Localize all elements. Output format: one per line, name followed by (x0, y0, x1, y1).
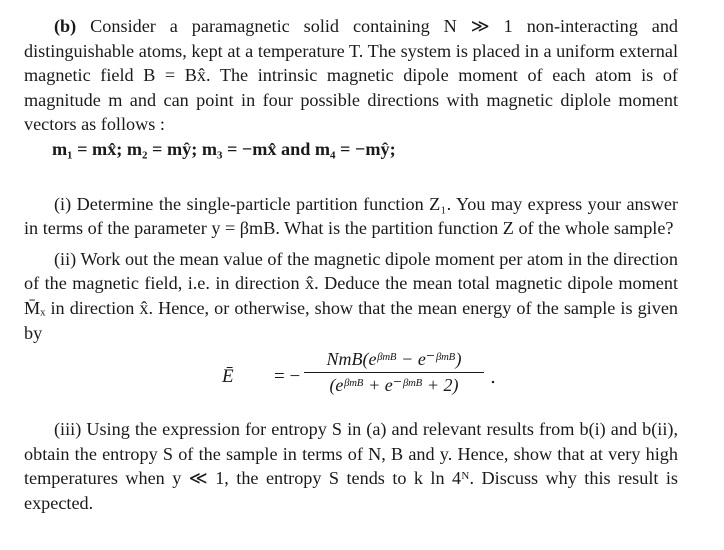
moments-list: m₁ = mx̂; m₂ = mŷ; m₃ = −mx̂ and m₄ = −mŷ; (52, 138, 396, 159)
part-iii-paragraph: (iii) Using the expression for entropy S in (a) and relevant results from b(i) and b(ii), obtain the entropy S of the sample in terms of N, B and y. Hence, show that at very high temperatures when y ≪ 1, the entropy S tends to k ln 4ᴺ. Discuss why this result is expected. (24, 419, 678, 513)
equation-period: . (490, 366, 497, 389)
equation-numerator: NmB(eᵝᵐᴮ − e⁻ᵝᵐᴮ) (326, 349, 462, 370)
mean-energy-equation (24, 349, 678, 411)
equation-fraction (302, 349, 486, 396)
equation-denominator: (eᵝᵐᴮ + e⁻ᵝᵐᴮ + 2) (329, 375, 459, 396)
part-ii-paragraph: (ii) Work out the mean value of the magnetic dipole moment per atom in the direction of the magnetic field, i.e. in direction x̂. Deduce the mean total magnetic dipole moment M̄ₓ in direction x̂. Hence, or otherwise, show that the mean energy of the sample is given by (24, 248, 678, 343)
part-b-label: (b) (54, 16, 77, 36)
part-b-intro: Consider a paramagnetic solid containing N ≫ 1 non-interacting and distinguishable atoms, kept at a temperature T. The system is placed in a uniform external magnetic field B = Bx̂. The intrinsic magnetic dipole moment of each atom is of magnitude m and can point in four possible directions with magnetic diplole moment vectors as follows : (24, 16, 679, 135)
equation-lhs: Ē (222, 366, 234, 388)
dipole-moment-vectors (24, 137, 678, 162)
equation-equals-minus: = − (274, 366, 301, 388)
part-b-paragraph (24, 14, 678, 137)
part-i-paragraph: (i) Determine the single-particle partition function Z₁. You may express your answer in terms of the parameter y = βmB. What is the partition function Z of the whole sample? (24, 193, 678, 239)
